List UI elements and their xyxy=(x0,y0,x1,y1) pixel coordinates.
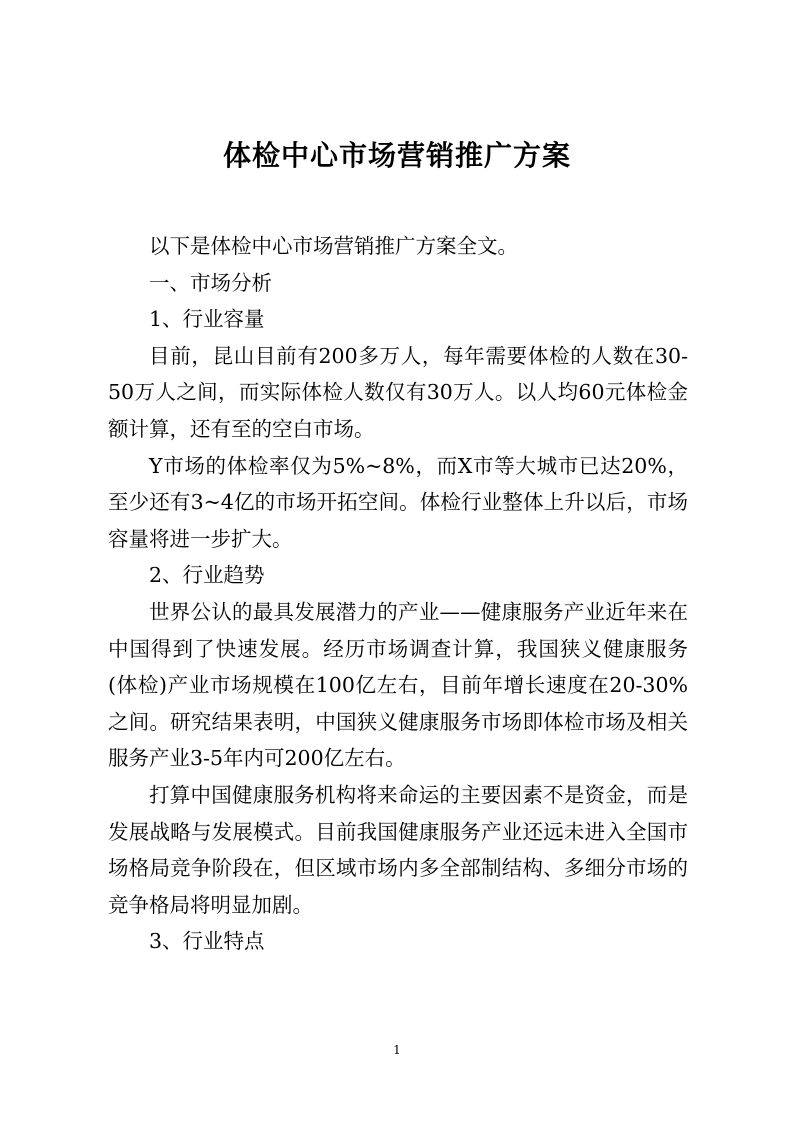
page-number: 1 xyxy=(393,1043,401,1057)
subheading-industry-capacity: 1、行业容量 xyxy=(149,307,265,332)
paragraph-intro: 以下是体检中心市场营销推广方案全文。 xyxy=(149,234,518,258)
paragraph-trend-1: 世界公认的最具发展潜力的产业——健康服务产业近年来在中国得到了快速发展。经历市场调查计算，我国狭义健康服务(体检)产业市场规模在100亿左右，目前年增长速度在20-30%之间。研究结果表明，中国狭义健康服务市场即体检市场及相关服务产业3-5年内可200亿左右。 xyxy=(108,599,688,771)
paragraph-capacity-1: 目前，昆山目前有200多万人，每年需要体检的人数在30-50万人之间，而实际体检人数仅有30万人。以人均60元体检金额计算，还有至的空白市场。 xyxy=(108,343,688,441)
subheading-industry-features: 3、行业特点 xyxy=(149,929,265,954)
document-title: 体检中心市场营销推广方案 xyxy=(222,139,571,172)
subheading-industry-trend: 2、行业趋势 xyxy=(149,563,265,588)
heading-market-analysis: 一、市场分析 xyxy=(149,270,272,295)
paragraph-trend-2: 打算中国健康服务机构将来命运的主要因素不是资金，而是发展战略与发展模式。目前我国健康服务产业还远未进入全国市场格局竞争阶段在，但区域市场内多全部制结构、多细分市场的竞争格局将明显加剧。 xyxy=(108,782,688,917)
paragraph-capacity-2: Y市场的体检率仅为5%~8%，而X市等大城市已达20%，至少还有3~4亿的市场开拓空间。体检行业整体上升以后，市场容量将进一步扩大。 xyxy=(108,453,688,551)
document-body xyxy=(108,228,688,960)
